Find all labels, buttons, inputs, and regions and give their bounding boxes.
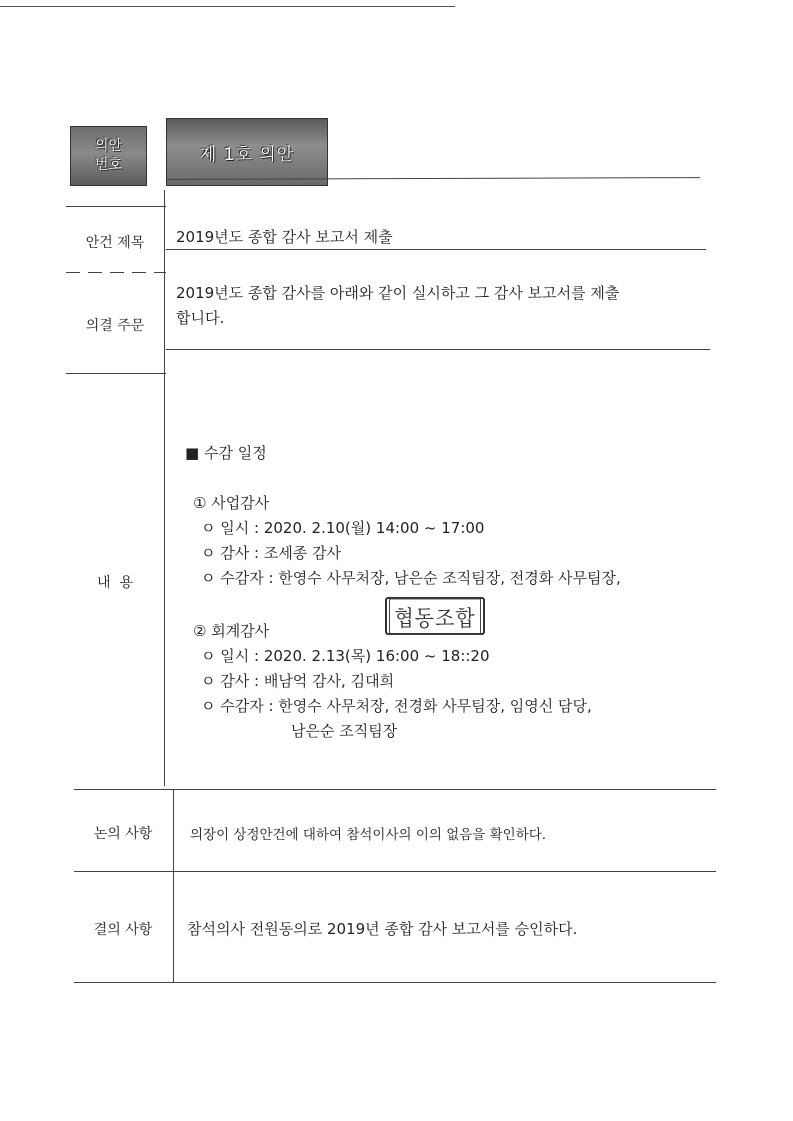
rule-order-top-left — [66, 272, 166, 273]
business-audit-date: ㅇ 일시 : 2020. 2.10(월) 14:00 ~ 17:00 — [201, 519, 485, 537]
rule-title-bottom — [166, 249, 706, 250]
discussion-label: 논의 사항 — [93, 826, 153, 842]
square-bullet-icon: ■ — [185, 444, 200, 462]
column-divider-lower — [173, 790, 174, 982]
accounting-audit-date: ㅇ 일시 : 2020. 2.13(목) 16:00 ~ 18::20 — [201, 647, 490, 665]
rule-content-bottom — [74, 789, 716, 790]
accounting-audit-title: ② 회계감사 — [193, 622, 270, 640]
business-audit-auditees: ㅇ 수감자 : 한영수 사무처장, 남은순 조직팀장, 전경화 사무팀장, — [201, 569, 621, 587]
business-audit-block — [193, 491, 621, 591]
accounting-audit-auditor: ㅇ 감사 : 배남억 감사, 김대희 — [201, 672, 395, 690]
rule-resolution-bottom — [74, 982, 716, 983]
order-line2: 합니다. — [176, 309, 225, 327]
agenda-number: 제 1호 의안 — [199, 144, 295, 165]
content-label: 내 용 — [97, 575, 133, 591]
agenda-number-label-box — [70, 126, 147, 186]
resolution-value: 참석의사 전원동의로 2019년 종합 감사 보고서를 승인하다. — [187, 920, 578, 938]
accounting-audit-auditees-cont: 남은순 조직팀장 — [291, 722, 398, 740]
rule-title-top-left — [66, 206, 166, 207]
discussion-value: 의장이 상정안건에 대하여 참석이사의 이의 없음을 확인하다. — [190, 827, 547, 843]
business-audit-title: ① 사업감사 — [193, 494, 270, 512]
schedule-heading — [185, 442, 267, 463]
accounting-audit-auditees: ㅇ 수감자 : 한영수 사무처장, 전경화 사무팀장, 임영신 담당, — [201, 697, 592, 715]
title-value: 2019년도 종합 감사 보고서 제출 — [176, 228, 393, 246]
rule-discussion-bottom — [74, 871, 716, 872]
top-border-line — [0, 6, 455, 7]
column-divider-upper — [164, 190, 165, 786]
agenda-number-label — [86, 137, 132, 175]
accounting-audit-block — [193, 619, 592, 744]
agenda-number-box — [166, 118, 328, 186]
title-label: 안건 제목 — [85, 235, 145, 251]
order-line1: 2019년도 종합 감사를 아래와 같이 실시하고 그 감사 보고서를 제출 — [176, 284, 620, 302]
agenda-label-line2: 번호 — [94, 157, 123, 173]
order-value — [176, 281, 619, 331]
rule-content-top-left — [66, 373, 166, 374]
agenda-label-line1: 의안 — [94, 138, 123, 154]
business-audit-auditor: ㅇ 감사 : 조세종 감사 — [201, 544, 342, 562]
resolution-label: 결의 사항 — [93, 922, 153, 938]
schedule-title: 수감 일정 — [203, 444, 267, 462]
rule-order-bottom — [166, 349, 710, 350]
order-label: 의결 주문 — [85, 318, 145, 334]
stamp-text: 협동조합 — [389, 598, 480, 634]
